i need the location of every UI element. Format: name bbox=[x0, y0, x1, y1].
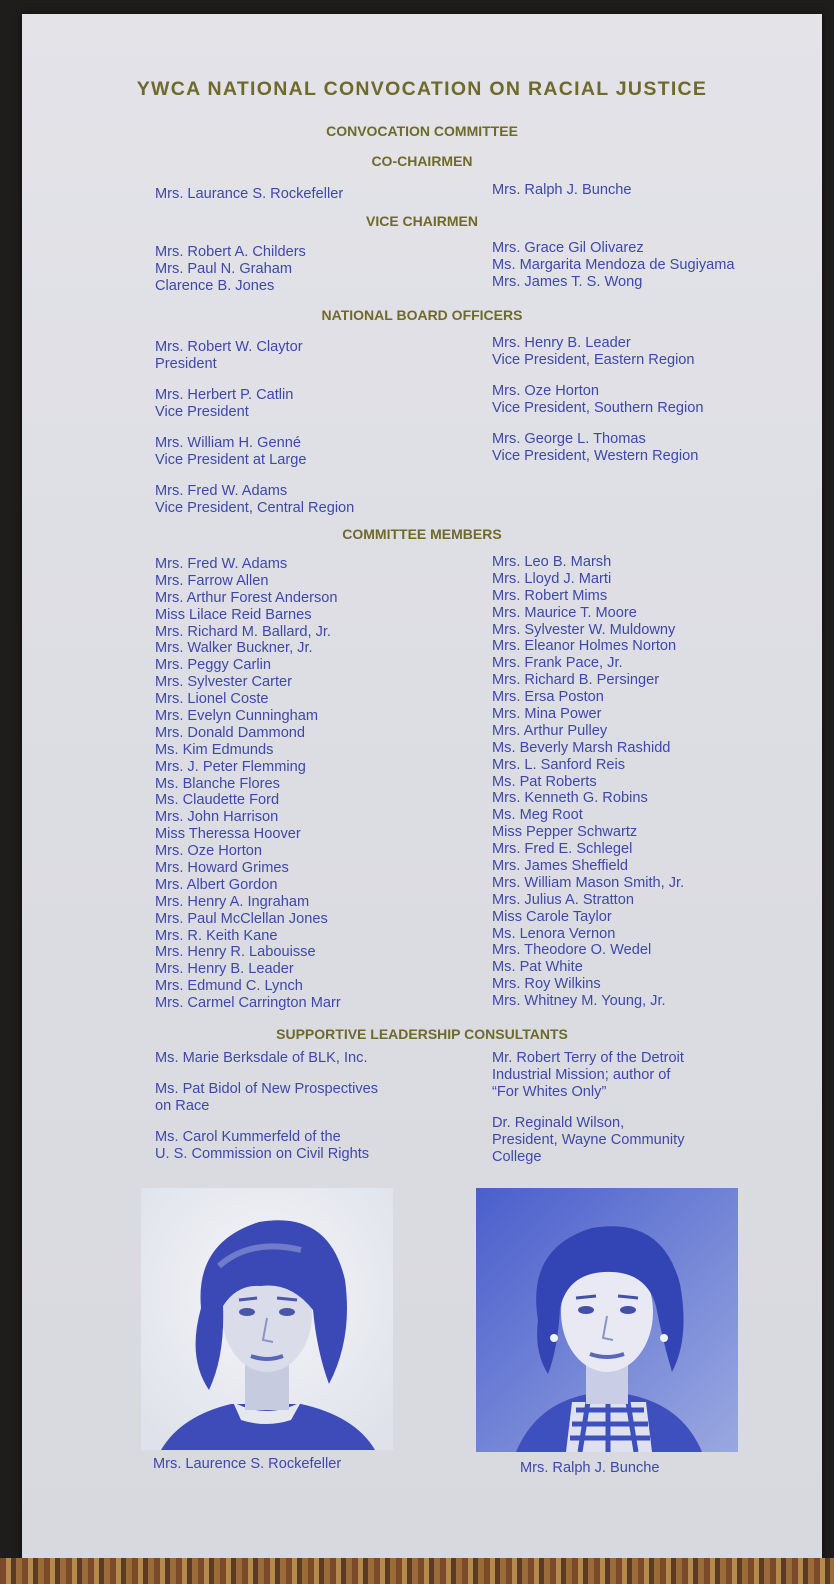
committee-member: Mrs. Maurice T. Moore bbox=[492, 604, 637, 621]
committee-member: Mrs. Leo B. Marsh bbox=[492, 554, 612, 570]
committee-member: Mrs. R. Keith Kane bbox=[155, 927, 278, 944]
officers-right bbox=[492, 335, 703, 465]
committee-member: Mrs. Albert Gordon bbox=[155, 876, 278, 893]
vice-chair-name: Mrs. Robert A. Childers bbox=[155, 244, 306, 260]
members-right-column bbox=[492, 554, 684, 1010]
consultant-line: on Race bbox=[155, 1098, 210, 1114]
committee-member: Mrs. Walker Buckner, Jr. bbox=[155, 640, 313, 657]
committee-member: Mrs. Edmund C. Lynch bbox=[155, 978, 303, 995]
committee-member: Mrs. Theodore O. Wedel bbox=[492, 942, 652, 959]
vice-chair-name: Ms. Margarita Mendoza de Sugiyama bbox=[492, 257, 735, 273]
committee-member: Mrs. William Mason Smith, Jr. bbox=[492, 874, 685, 891]
consultants-left bbox=[155, 1050, 378, 1163]
consultants-heading: SUPPORTIVE LEADERSHIP CONSULTANTS bbox=[276, 1026, 568, 1042]
committee-member: Miss Lilace Reid Barnes bbox=[155, 606, 312, 623]
officer-role: Vice President, Southern Region bbox=[492, 400, 704, 416]
cochair-right: Mrs. Ralph J. Bunche bbox=[492, 182, 632, 198]
vice-chairmen-right bbox=[492, 240, 735, 291]
officer-name: Mrs. Oze Horton bbox=[492, 383, 600, 399]
portrait-bunche bbox=[476, 1188, 738, 1452]
committee-member: Mrs. Arthur Forest Anderson bbox=[155, 589, 338, 606]
committee-member: Mrs. Roy Wilkins bbox=[492, 976, 601, 993]
consultant-line: “For Whites Only” bbox=[492, 1084, 607, 1100]
committee-member: Mrs. Mina Power bbox=[492, 706, 602, 723]
committee-member: Miss Theressa Hoover bbox=[155, 826, 301, 843]
committee-member: Mrs. Kenneth G. Robins bbox=[492, 790, 648, 807]
committee-member: Mrs. Donald Dammond bbox=[155, 724, 306, 741]
vice-chair-name: Clarence B. Jones bbox=[155, 278, 275, 294]
document-title: YWCA NATIONAL CONVOCATION ON RACIAL JUSTICE bbox=[136, 78, 708, 100]
committee-member: Mrs. Richard B. Persinger bbox=[492, 672, 660, 689]
committee-member: Mrs. Henry R. Labouisse bbox=[155, 944, 316, 961]
committee-member: Mrs. Frank Pace, Jr. bbox=[492, 655, 623, 672]
officer-role: Vice President, Western Region bbox=[492, 448, 699, 464]
officer-name: Mrs. Herbert P. Catlin bbox=[155, 387, 294, 403]
portrait-rockefeller-caption: Mrs. Laurence S. Rockefeller bbox=[153, 1456, 342, 1472]
committee-member: Ms. Lenora Vernon bbox=[492, 925, 616, 942]
committee-member: Ms. Meg Root bbox=[492, 807, 583, 824]
committee-member: Mrs. J. Peter Flemming bbox=[155, 758, 306, 775]
committee-member: Mrs. Lionel Coste bbox=[155, 691, 269, 708]
committee-member: Mrs. Richard M. Ballard, Jr. bbox=[155, 623, 331, 640]
committee-member: Mrs. Howard Grimes bbox=[155, 860, 289, 877]
consultant-line: Dr. Reginald Wilson, bbox=[492, 1115, 625, 1131]
committee-member: Ms. Kim Edmunds bbox=[155, 741, 274, 758]
vice-chairmen-heading: VICE CHAIRMEN bbox=[365, 213, 478, 229]
officer-name: Mrs. Henry B. Leader bbox=[492, 335, 631, 351]
cochair-left: Mrs. Laurance S. Rockefeller bbox=[155, 186, 344, 202]
consultant-line: College bbox=[492, 1149, 542, 1165]
portrait-rockefeller-illustration bbox=[141, 1188, 393, 1450]
committee-member: Mrs. John Harrison bbox=[155, 809, 279, 826]
committee-member: Mrs. James Sheffield bbox=[492, 858, 628, 875]
committee-member: Mrs. Evelyn Cunningham bbox=[155, 708, 319, 725]
consultant-line: Industrial Mission; author of bbox=[492, 1067, 671, 1083]
consultants-right bbox=[492, 1050, 685, 1166]
committee-member: Miss Pepper Schwartz bbox=[492, 824, 638, 841]
committee-member: Mrs. Oze Horton bbox=[155, 843, 263, 860]
vice-chair-name: Mrs. Paul N. Graham bbox=[155, 261, 293, 277]
portrait-rockefeller bbox=[141, 1188, 393, 1450]
consultant-line: President, Wayne Community bbox=[492, 1132, 685, 1148]
committee-member: Mrs. Carmel Carrington Marr bbox=[155, 995, 341, 1012]
committee-member: Mrs. Whitney M. Young, Jr. bbox=[492, 993, 666, 1010]
officers-heading: NATIONAL BOARD OFFICERS bbox=[321, 307, 523, 323]
consultant-line: U. S. Commission on Civil Rights bbox=[155, 1146, 370, 1162]
committee-member: Mrs. Peggy Carlin bbox=[155, 657, 271, 674]
carpet-background bbox=[0, 1558, 834, 1584]
committee-member: Mrs. Julius A. Stratton bbox=[492, 891, 634, 908]
committee-heading: CONVOCATION COMMITTEE bbox=[326, 123, 518, 139]
committee-member: Mrs. Lloyd J. Marti bbox=[492, 570, 612, 587]
committee-member: Ms. Claudette Ford bbox=[155, 792, 280, 809]
officer-name: Mrs. Robert W. Claytor bbox=[155, 339, 303, 355]
vice-chair-name: Mrs. James T. S. Wong bbox=[492, 274, 643, 290]
officer-role: Vice President, Eastern Region bbox=[492, 352, 695, 368]
consultant-line: Mr. Robert Terry of the Detroit bbox=[492, 1050, 684, 1066]
officer-role: President bbox=[155, 356, 217, 372]
members-left-column bbox=[155, 556, 341, 1012]
committee-member: Ms. Pat Roberts bbox=[492, 773, 597, 790]
committee-member: Mrs. L. Sanford Reis bbox=[492, 756, 626, 773]
officer-name: Mrs. Fred W. Adams bbox=[155, 483, 288, 499]
committee-member: Mrs. Henry B. Leader bbox=[155, 961, 294, 978]
officer-name: Mrs. George L. Thomas bbox=[492, 431, 646, 447]
officer-role: Vice President at Large bbox=[155, 452, 307, 468]
portrait-bunche-illustration bbox=[476, 1188, 738, 1452]
consultant-line: Ms. Marie Berksdale of BLK, Inc. bbox=[155, 1050, 368, 1066]
committee-member: Mrs. Henry A. Ingraham bbox=[155, 893, 310, 910]
committee-member: Mrs. Sylvester W. Muldowny bbox=[492, 621, 676, 638]
consultant-line: Ms. Carol Kummerfeld of the bbox=[155, 1129, 341, 1145]
committee-member: Mrs. Ersa Poston bbox=[492, 689, 604, 706]
committee-member: Ms. Pat White bbox=[492, 959, 583, 976]
committee-member: Mrs. Robert Mims bbox=[492, 587, 608, 604]
committee-member: Mrs. Paul McClellan Jones bbox=[155, 910, 328, 927]
portrait-bunche-caption: Mrs. Ralph J. Bunche bbox=[520, 1460, 660, 1476]
committee-member: Miss Carole Taylor bbox=[492, 908, 612, 925]
vice-chairmen-left bbox=[155, 244, 306, 295]
committee-member: Ms. Beverly Marsh Rashidd bbox=[492, 739, 671, 756]
officer-role: Vice President bbox=[155, 404, 249, 420]
committee-member: Mrs. Farrow Allen bbox=[155, 572, 269, 589]
committee-member: Mrs. Eleanor Holmes Norton bbox=[492, 638, 677, 655]
cochairmen-heading: CO-CHAIRMEN bbox=[371, 153, 473, 169]
committee-member: Ms. Blanche Flores bbox=[155, 775, 280, 792]
committee-member: Mrs. Sylvester Carter bbox=[155, 674, 293, 691]
officers-left bbox=[155, 339, 354, 517]
committee-member: Mrs. Arthur Pulley bbox=[492, 722, 608, 739]
members-heading: COMMITTEE MEMBERS bbox=[342, 526, 502, 542]
officer-role: Vice President, Central Region bbox=[155, 500, 355, 516]
committee-member: Mrs. Fred W. Adams bbox=[155, 556, 288, 572]
vice-chair-name: Mrs. Grace Gil Olivarez bbox=[492, 240, 644, 256]
consultant-line: Ms. Pat Bidol of New Prospectives bbox=[155, 1081, 379, 1097]
committee-member: Mrs. Fred E. Schlegel bbox=[492, 841, 633, 858]
officer-name: Mrs. William H. Genné bbox=[155, 435, 301, 451]
program-sheet bbox=[22, 14, 822, 1562]
